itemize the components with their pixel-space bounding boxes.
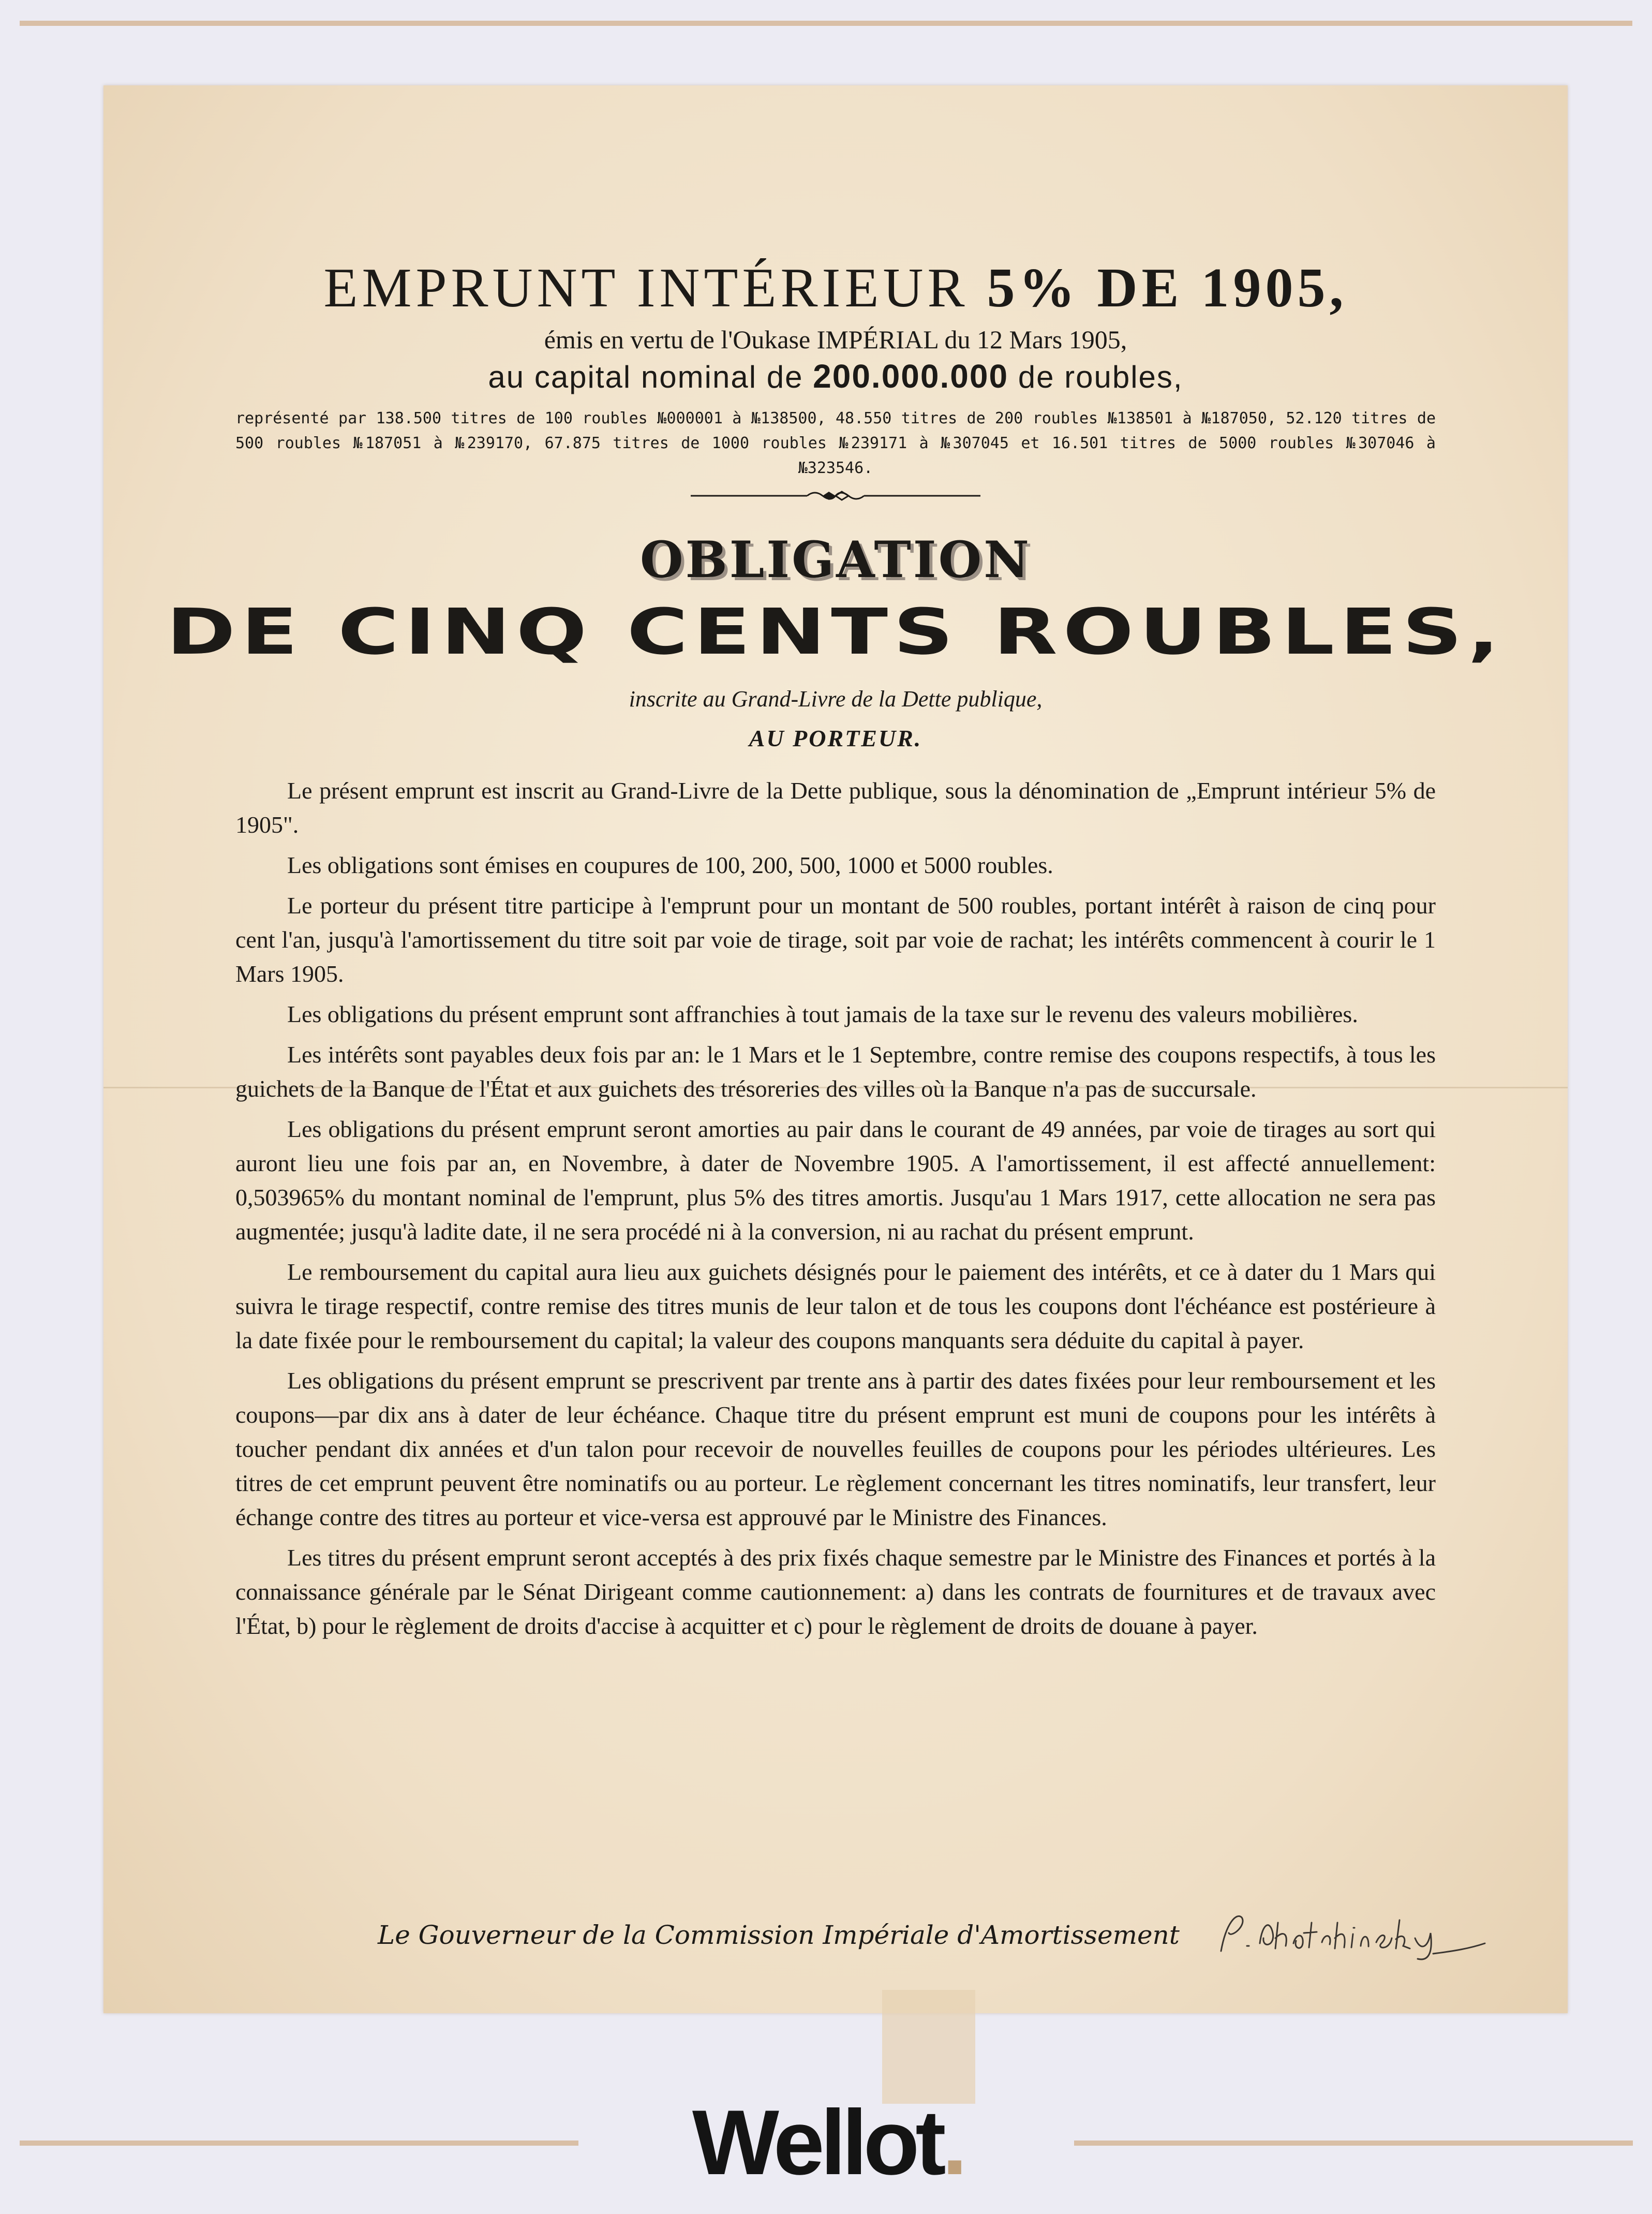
terms-paragraph: Les titres du présent emprunt seront acceptés à des prix fixés chaque semestre par le Ministre des Finances et portés à la connaissance générale par le Sénat Dirigeant comme cautionnement: a) dans les contrats de fournitures et de travaux avec l'État, b) pour le règlement de droits d'accise à acquitter et c) pour le règlement de droits de douane à payer. — [235, 1544, 1436, 1639]
paper-tape-mark — [882, 1990, 975, 2104]
terms-paragraph: Les obligations du présent emprunt seront amorties au pair dans le courant de 49 années, par voie de tirages au sort qui auront lieu une fois par an, en Novembre, à dater de Novembre 1905. A l'amortissement, il est affecté annuellement: 0,503965% du montant nominal de l'emprunt, plus 5% des titres amortis. Jusqu'au 1 Mars 1917, cette allocation ne sera pas augmentée; jusqu'à ladite date, il ne sera procédé ni à la conversion, ni au rachat du présent emprunt. — [235, 1116, 1436, 1245]
terms-paragraph: Les obligations du présent emprunt se prescrivent par trente ans à partir des dates fixées pour leur remboursement et les coupons—par dix ans à dater de leur échéance. Chaque titre du présent emprunt est muni de coupons pour les intérêts à toucher pendant dix années et d'un talon pour recevoir de nouvelles feuilles de coupons pour les périodes ultérieures. Les titres de cet emprunt peuvent être nominatifs ou au porteur. Le règlement concernant les titres nominatifs, leur transfert, leur échange contre des titres au porteur et vice-versa est approuvé par le Ministre des Finances. — [235, 1367, 1436, 1530]
loan-title-part1: EMPRUNT INTÉRIEUR — [323, 257, 987, 319]
brand-logo-dot: . — [942, 2091, 964, 2194]
brand-logo-text: Wellot — [692, 2091, 942, 2194]
terms-paragraph: Les obligations du présent emprunt sont affranchies à tout jamais de la taxe sur le revenu des valeurs mobilières. — [287, 1001, 1358, 1027]
terms-paragraph: Le porteur du présent titre participe à l'emprunt pour un montant de 500 roubles, portant intérêt à raison de cinq pour cent l'an, jusqu'à l'amortissement du titre soit par voie de tirage, soit par voie de rachat; les intérêts commencent à courir le 1 Mars 1905. — [235, 892, 1436, 987]
bottom-frame-rule-right — [1074, 2141, 1633, 2146]
bond-document — [103, 85, 1568, 2013]
ornament-divider — [103, 488, 1568, 504]
capital-line — [103, 357, 1568, 395]
capital-prefix: au capital nominal de — [488, 360, 813, 394]
handwritten-signature — [1211, 1902, 1490, 1964]
inscription-line: inscrite au Grand-Livre de la Dette publique, — [629, 686, 1043, 712]
terms-paragraph: Le remboursement du capital aura lieu aux guichets désignés pour le paiement des intérêts, et ce à dater du 1 Mars qui suivra le tirage respectif, contre remise des titres munis de leur talon et de tous les coupons dont l'échéance est postérieure à la date fixée pour le remboursement du capital; la valeur des coupons manquants sera déduite du capital à payer. — [235, 1259, 1436, 1353]
terms-paragraph: Les intérêts sont payables deux fois par an: le 1 Mars et le 1 Septembre, contre remise des coupons respectifs, à tous les guichets de la Banque de l'État et aux guichets des trésoreries des villes où la Banque n'a pas de succursale. — [235, 1041, 1436, 1102]
brand-logo — [611, 2091, 1045, 2194]
capital-amount: 200.000.000 — [813, 358, 1009, 395]
bottom-frame-rule-left — [20, 2141, 578, 2146]
signatory-title: Le Gouverneur de la Commission Impériale d'Amortissement — [378, 1920, 1180, 1950]
denomination-heading: DE CINQ CENTS ROUBLES, — [166, 595, 1505, 669]
top-frame-rule — [20, 21, 1632, 26]
bearer-line: AU PORTEUR. — [749, 725, 922, 751]
decree-line: émis en vertu de l'Oukase IMPÉRIAL du 12 Mars 1905, — [544, 325, 1127, 354]
obligation-heading: OBLIGATION — [639, 530, 1032, 589]
terms-paragraph: Le présent emprunt est inscrit au Grand-Livre de la Dette publique, sous la dénomination de „Emprunt intérieur 5% de 1905". — [235, 777, 1436, 838]
ornament-divider-icon — [691, 488, 980, 504]
capital-suffix: de roubles, — [1008, 360, 1183, 394]
terms-paragraph: Les obligations sont émises en coupures de 100, 200, 500, 1000 et 5000 roubles. — [287, 852, 1053, 878]
terms-body — [235, 774, 1436, 1649]
loan-title-part2: 5% DE 1905, — [987, 257, 1348, 319]
loan-title — [103, 256, 1568, 320]
series-description: représenté par 138.500 titres de 100 roubles №000001 à №138500, 48.550 titres de 200 roubles №138501 à №187050, 52.120 titres de 500 roubles №187051 à №239170, 67.875 titres de 1000 roubles №239171 à №307045 et 16.501 titres de 5000 roubles №307046 à №323546. — [235, 409, 1436, 477]
